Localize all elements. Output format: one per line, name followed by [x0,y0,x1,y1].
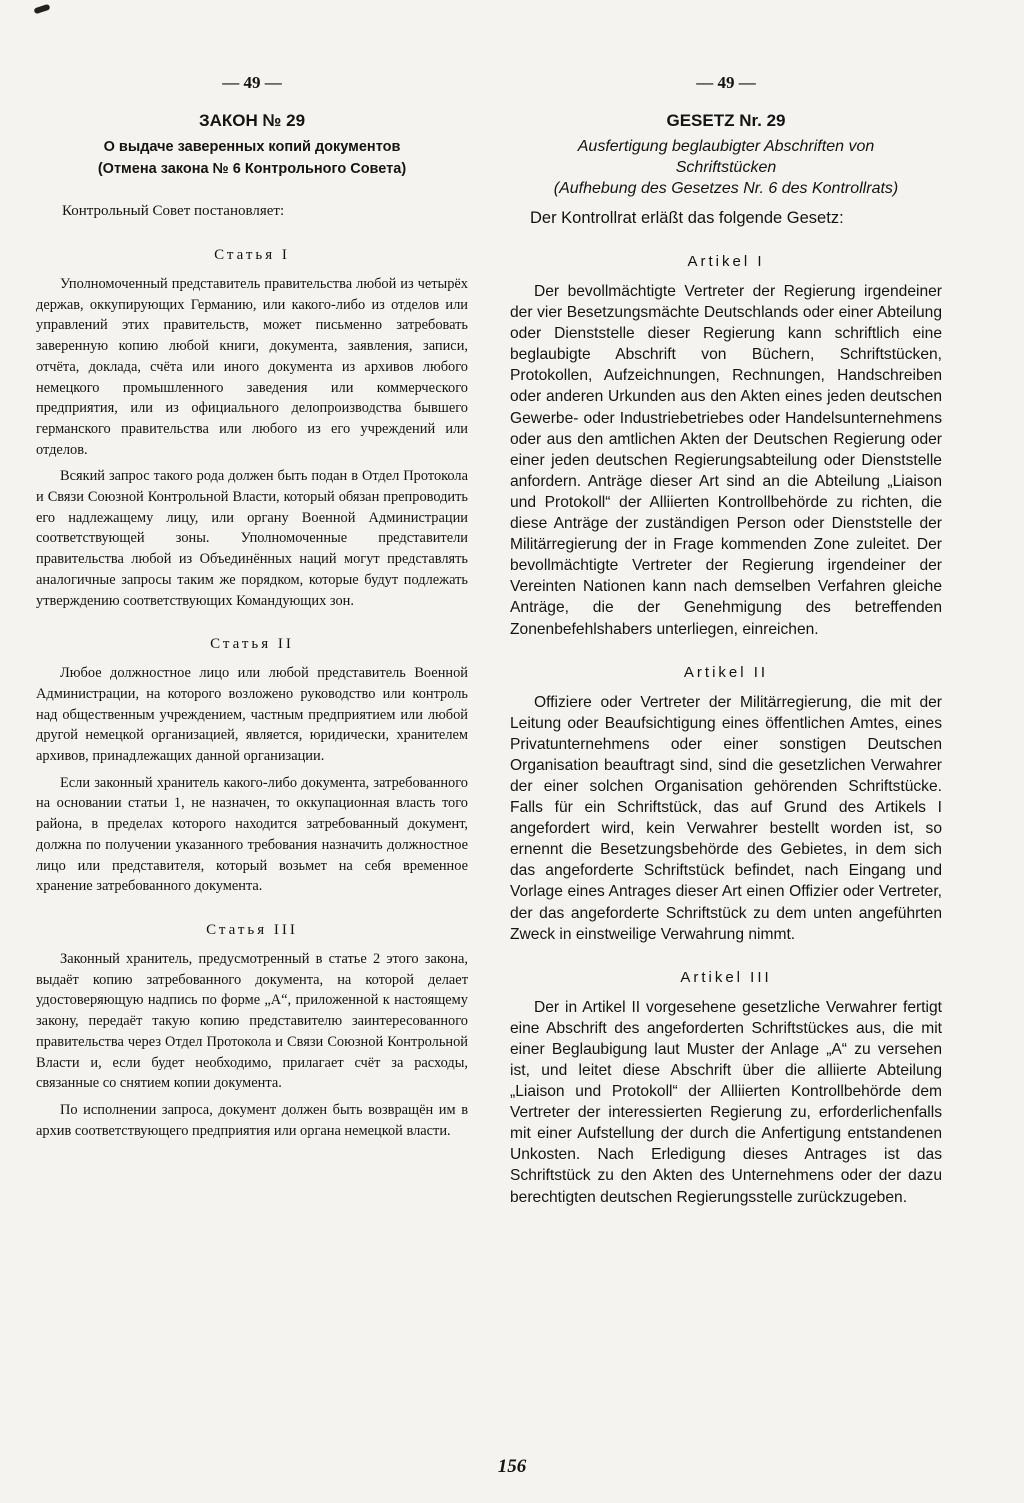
subtitle-line: О выдаче заверенных копий документов [103,139,401,155]
law-title-de: GESETZ Nr. 29 [666,111,786,130]
subtitle-de [510,136,942,199]
page-number-de: — 49 — [696,73,756,92]
subtitle-line: Ausfertigung beglaubigter Abschriften von [577,138,875,155]
article-heading-ru-3: Статья III [206,921,298,938]
preamble-ru: Контрольный Совет постановляет: [62,203,285,219]
subtitle-ru [36,136,468,180]
russian-column [36,68,468,1141]
subtitle-line: Schriftstücken [675,159,777,176]
article-heading-ru-1: Статья I [214,247,290,263]
page-number-ru: — 49 — [222,73,282,92]
paragraph: По исполнении запроса, документ должен быть возвращён им в архив соответствующего предприятия или органа немецкой власти. [36,1101,468,1139]
folio-number: 156 [497,1456,527,1477]
paragraph: Если законный хранитель какого-либо документа, затребованного на основании статьи 1, не назначен, то оккупационная власть того района, в пределах которого находится затребованный документ, должна по получении указанного требования назначить должностное лицо или представителя, который возьмет на себя временное хранение затребованного документа. [36,774,468,895]
article-heading-de-3: Artikel III [680,968,772,986]
paragraph: Уполномоченный представитель правительства любой из четырёх держав, оккупирующих Германию, или какого-либо из отделов или управлений этих правительств, может письменно затребовать заверенную копию любой книги, документа, заявления, записи, отчёта, доклада, счёта или иного документа из архивов любого немецкого промышленного заведения или коммерческого предприятия, или из официального делопроизводства бывшего германского правительства или любого из его учреждений или отделов. [36,276,468,458]
paragraph: Der in Artikel II vorgesehene gesetzliche Verwahrer fertigt eine Abschrift des angeforderten Schriftstückes aus, die mit einer Beglaubigung laut Muster der Anlage „A“ zu versehen ist, und leitet diese Abschrift über die alliierte Abteilung „Liaison und Protokoll“ der Alliierten Kontrollbehörde dem Vertreter der interessierten Regierung zu, erforderlichenfalls mit einer Aufstellung der durch die Anfertigung entstandenen Unkosten. Nach Erledigung dieses Antrages ist das Schriftstück zu den Akten des Unternehmens oder der dazu berechtigten deutschen Regierungsstelle zurückzugeben. [510,998,942,1206]
paragraph: Законный хранитель, предусмотренный в статье 2 этого закона, выдаёт копию затребованного документа, на которой делает удостоверяющую надпись по форме „А“, приложенной к настоящему закону, передаёт такую копию представителю заинтересованного правительства через Отдел Протокола и Связи Союзной Контрольной Власти и, если будет необходимо, прилагает счёт за расходы, связанные со снятием копии документа. [36,950,468,1092]
article-heading-de-2: Artikel II [683,663,769,681]
subtitle-line: (Aufhebung des Gesetzes Nr. 6 des Kontrollrats) [553,180,899,197]
paragraph: Всякий запрос такого рода должен быть подан в Отдел Протокола и Связи Союзной Контрольной Власти, который обязан препроводить его надлежащему лицу, или органу Военной Администрации соответствующей зоны. Уполномоченные представители правительства любой из Объединённых наций могут представлять аналогичные запросы таким же порядком, которые будут подлежать утверждению соответствующих Командующих зон. [36,468,468,609]
paragraph: Der bevollmächtigte Vertreter der Regierung irgendeiner der vier Besetzungsmächte Deutschlands oder einer Abteilung oder Dienststelle dieser Regierung kann schriftlich eine beglaubigte Abschrift von Büchern, Schriftstücken, Protokollen, Aufzeichnungen, Rechnungen, Handschreiben oder anderen Urkunden aus den Akten eines jeden deutschen Gewerbe- oder Industriebetriebes oder Handelsunternehmens oder aus den amtlichen Akten der Deutschen Regierung oder einer jeden deutschen Regierungsabteilung oder Dienststelle anfordern. Anträge dieser Art sind an die Abteilung „Liaison und Protokoll“ der Alliierten Kontrollbehörde zu richten, die diese Anträge der zuständigen Person oder Dienststelle der Militärregierung der in Frage kommenden Zone zuleitet. Der bevollmächtigte Vertreter der Regierung irgendeiner der Vereinten Nationen kann nach demselben Verfahren gleiche Anträge, die der Genehmigung des betreffenden Zonenbefehlshabers unterliegen, einreichen. [510,283,942,638]
preamble-de: Der Kontrollrat erläßt das folgende Gesetz: [530,209,844,227]
article-heading-de-1: Artikel I [687,253,765,270]
paragraph: Offiziere oder Vertreter der Militärregierung, die mit der Leitung oder Beaufsichtigung eines öffentlichen Amtes, eines Privatunternehmens oder einer sonstigen Deutschen Organisation beauftragt sind, sind die gesetzlichen Verwahrer der einer solchen Organisation gehörenden Schriftstücke. Falls für ein Schriftstück, das auf Grund des Artikels I angefordert wird, kein Verwahrer bestellt worden ist, so ernennt die Besetzungsbehörde des Gebietes, in dem sich das angeforderte Schriftstück befindet, nach Eingang und Vorlage eines Antrages dieser Art einen Offizier oder Vertreter, der das angeforderte Schriftstück zu dem unten angeführten Zweck in einstweilige Verwahrung nimmt. [510,693,942,943]
law-title-ru: ЗАКОН № 29 [198,111,306,130]
ink-blot [33,4,50,15]
subtitle-line: (Отмена закона № 6 Контрольного Совета) [97,161,407,177]
paragraph: Любое должностное лицо или любой представитель Военной Администрации, на которого возложено руководство или контроль над общественным учреждением, частным предприятием или любой другой немецкой организацией, является, юридически, хранителем архивов, принадлежащих данной организации. [36,665,468,765]
german-column [510,68,942,1208]
article-heading-ru-2: Статья II [210,636,294,653]
